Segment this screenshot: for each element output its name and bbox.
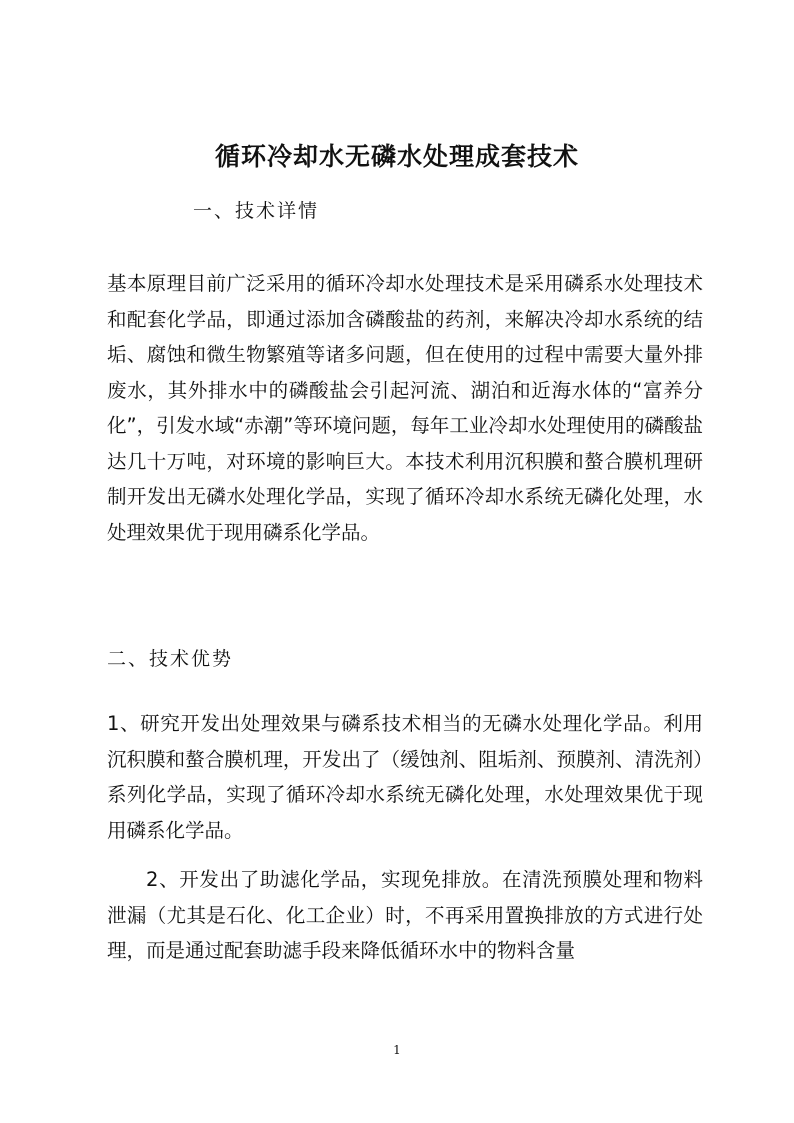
section-heading-advantages: 二、技术优势: [107, 648, 234, 670]
page-number: 1: [393, 1043, 401, 1057]
document-title: 循环冷却水无磷水处理成套技术: [214, 142, 579, 171]
advantage-item-1: 1、研究开发出处理效果与磷系技术相当的无磷水处理化学品。利用沉积膜和螯合膜机理，开发出了（缓蚀剂、阻垢剂、预膜剂、清洗剂）系列化学品，实现了循环冷却水系统无磷化处理，水处理效果优于现用磷系化学品。: [107, 712, 703, 842]
section-details-paragraph: 基本原理目前广泛采用的循环冷却水处理技术是采用磷系水处理技术和配套化学品，即通过添加含磷酸盐的药剂，来解决冷却水系统的结垢、腐蚀和微生物繁殖等诸多问题，但在使用的过程中需要大量外排废水，其外排水中的磷酸盐会引起河流、湖泊和近海水体的“富养分化”，引发水域“赤潮”等环境问题，每年工业冷却水处理使用的磷酸盐达几十万吨，对环境的影响巨大。本技术利用沉积膜和螯合膜机理研制开发出无磷水处理化学品，实现了循环冷却水系统无磷化处理，水处理效果优于现用磷系化学品。: [107, 272, 703, 544]
advantage-item-2: 2、开发出了助滤化学品，实现免排放。在清洗预膜处理和物料泄漏（尤其是石化、化工企业）时，不再采用置换排放的方式进行处理，而是通过配套助滤手段来降低循环水中的物料含量: [107, 868, 703, 962]
section-heading-details: 一、技术详情: [193, 200, 320, 222]
